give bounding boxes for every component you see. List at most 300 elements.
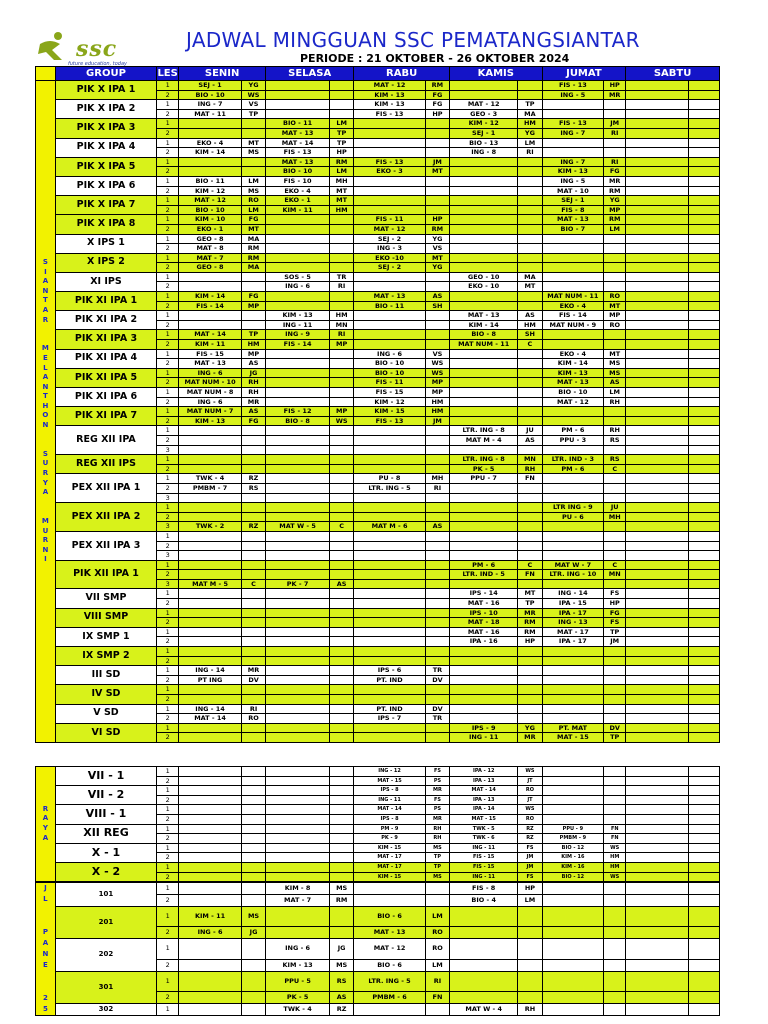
teacher-code-cell (330, 776, 354, 786)
subject-cell: IPA - 13 (450, 776, 518, 786)
column-header-jumat: JUMAT (542, 67, 626, 81)
teacher-code-cell: RZ (241, 474, 265, 484)
subject-cell (179, 570, 242, 580)
teacher-code-cell (689, 776, 720, 786)
subject-cell (266, 378, 330, 388)
subject-cell: ING - 13 (542, 618, 604, 628)
subject-cell: ING - 5 (542, 90, 604, 100)
teacher-code-cell (425, 138, 449, 148)
subject-cell: BIO - 6 (354, 959, 426, 971)
teacher-code-cell: MT (241, 224, 265, 234)
subject-cell: FIS - 14 (266, 340, 330, 350)
teacher-code-cell (689, 685, 720, 695)
teacher-code-cell (241, 805, 265, 815)
teacher-code-cell: MH (425, 474, 449, 484)
subject-cell (626, 263, 689, 273)
schedule-row (36, 531, 720, 541)
subject-cell (179, 157, 242, 167)
subject-cell: BIO - 8 (266, 416, 330, 426)
subject-cell (626, 853, 689, 863)
subject-cell: PT ING (179, 675, 242, 685)
teacher-code-cell (330, 493, 354, 503)
subject-cell (626, 618, 689, 628)
teacher-code-cell: MP (241, 349, 265, 359)
teacher-code-cell: LM (518, 138, 542, 148)
teacher-code-cell (425, 579, 449, 589)
teacher-code-cell: RI (604, 157, 626, 167)
subject-cell (354, 455, 426, 465)
campus-label: J L P A N E 2 5 (36, 883, 56, 1016)
subject-cell (626, 426, 689, 436)
teacher-code-cell (330, 824, 354, 834)
subject-cell (542, 407, 604, 417)
les-number: 1 (157, 388, 179, 398)
les-number: 1 (157, 368, 179, 378)
subject-cell: ING - 6 (266, 939, 330, 959)
les-number: 1 (157, 971, 179, 991)
subject-cell: IPA - 14 (450, 805, 518, 815)
teacher-code-cell (241, 883, 265, 895)
subject-cell (266, 786, 330, 796)
subject-cell: SEJ - 1 (450, 128, 518, 138)
les-number: 1 (157, 531, 179, 541)
teacher-code-cell: VS (241, 100, 265, 110)
subject-cell (626, 560, 689, 570)
teacher-code-cell (689, 224, 720, 234)
teacher-code-cell (330, 541, 354, 551)
subject-cell (626, 805, 689, 815)
subject-cell: LTR. ING - 8 (450, 455, 518, 465)
teacher-code-cell (689, 1004, 720, 1016)
subject-cell: PPU - 9 (542, 824, 604, 834)
subject-cell (626, 493, 689, 503)
les-number: 1 (157, 883, 179, 895)
subject-cell: PT. IND (354, 704, 426, 714)
subject-cell (266, 795, 330, 805)
teacher-code-cell (689, 426, 720, 436)
subject-cell: KIM - 13 (542, 167, 604, 177)
les-number: 2 (157, 320, 179, 330)
teacher-code-cell: RH (518, 1004, 542, 1016)
subject-cell (626, 714, 689, 724)
subject-cell: MAT - 15 (542, 733, 604, 743)
subject-cell: MAT - 11 (179, 109, 242, 119)
subject-cell: BIO - 11 (179, 176, 242, 186)
teacher-code-cell (518, 388, 542, 398)
teacher-code-cell: YG (518, 128, 542, 138)
teacher-code-cell (330, 263, 354, 273)
subject-cell: EKO - 10 (450, 282, 518, 292)
subject-cell: GEO - 8 (179, 234, 242, 244)
teacher-code-cell (518, 407, 542, 417)
teacher-code-cell (330, 349, 354, 359)
teacher-code-cell (604, 685, 626, 695)
subject-cell (542, 1004, 604, 1016)
teacher-code-cell: RM (241, 244, 265, 254)
subject-cell (354, 685, 426, 695)
subject-cell (179, 834, 242, 844)
teacher-code-cell (518, 368, 542, 378)
subject-cell (179, 493, 242, 503)
teacher-code-cell (241, 272, 265, 282)
teacher-code-cell: RI (425, 971, 449, 991)
subject-cell: LTR. ING - 10 (542, 570, 604, 580)
les-number: 2 (157, 483, 179, 493)
subject-cell (266, 301, 330, 311)
subject-cell (266, 234, 330, 244)
teacher-code-cell (241, 618, 265, 628)
teacher-code-cell (330, 388, 354, 398)
schedule-row (36, 81, 720, 91)
teacher-code-cell (689, 714, 720, 724)
subject-cell: ING - 11 (354, 795, 426, 805)
subject-cell (626, 883, 689, 895)
subject-cell: MAT - 14 (179, 714, 242, 724)
subject-cell: MAT - 13 (179, 359, 242, 369)
subject-cell: ING - 6 (179, 368, 242, 378)
teacher-code-cell (241, 853, 265, 863)
teacher-code-cell (330, 234, 354, 244)
teacher-code-cell: WS (518, 805, 542, 815)
schedule-row (36, 647, 720, 657)
teacher-code-cell: C (330, 522, 354, 532)
les-number: 2 (157, 618, 179, 628)
subject-cell (179, 311, 242, 321)
teacher-code-cell: RM (330, 157, 354, 167)
subject-cell (179, 939, 242, 959)
subject-cell (266, 862, 330, 872)
teacher-code-cell (689, 723, 720, 733)
subject-cell: EKO - 1 (266, 196, 330, 206)
subject-cell (450, 675, 518, 685)
subject-cell (179, 320, 242, 330)
teacher-code-cell (518, 445, 542, 455)
teacher-code-cell (604, 695, 626, 705)
teacher-code-cell: RH (241, 378, 265, 388)
teacher-code-cell (604, 767, 626, 777)
subject-cell (354, 589, 426, 599)
teacher-code-cell (241, 119, 265, 129)
subject-cell (266, 551, 330, 561)
teacher-code-cell (241, 426, 265, 436)
subject-cell (626, 907, 689, 927)
subject-cell: FIS - 13 (354, 416, 426, 426)
subject-cell: BIO - 12 (542, 843, 604, 853)
teacher-code-cell (330, 368, 354, 378)
subject-cell (450, 167, 518, 177)
subject-cell (626, 157, 689, 167)
teacher-code-cell: MP (604, 205, 626, 215)
les-number: 2 (157, 675, 179, 685)
les-number: 1 (157, 805, 179, 815)
subject-cell (179, 895, 242, 907)
teacher-code-cell (330, 599, 354, 609)
teacher-code-cell (689, 704, 720, 714)
subject-cell (354, 618, 426, 628)
teacher-code-cell (425, 176, 449, 186)
subject-cell (179, 512, 242, 522)
teacher-code-cell (689, 100, 720, 110)
teacher-code-cell: HM (425, 397, 449, 407)
schedule-row (36, 704, 720, 714)
les-number: 1 (157, 253, 179, 263)
subject-cell: PT. IND (354, 675, 426, 685)
teacher-code-cell (425, 282, 449, 292)
teacher-code-cell (518, 176, 542, 186)
teacher-code-cell: FG (425, 100, 449, 110)
teacher-code-cell: DV (604, 723, 626, 733)
subject-cell (626, 253, 689, 263)
teacher-code-cell (425, 647, 449, 657)
teacher-code-cell: VS (425, 244, 449, 254)
subject-cell (179, 128, 242, 138)
les-number: 1 (157, 1004, 179, 1016)
teacher-code-cell: MP (241, 301, 265, 311)
teacher-code-cell (689, 464, 720, 474)
teacher-code-cell (425, 503, 449, 513)
teacher-code-cell (330, 704, 354, 714)
teacher-code-cell (425, 733, 449, 743)
teacher-code-cell (689, 445, 720, 455)
teacher-code-cell (330, 907, 354, 927)
subject-cell: ING - 11 (266, 320, 330, 330)
subject-cell: MAT - 17 (354, 853, 426, 863)
teacher-code-cell: C (518, 340, 542, 350)
teacher-code-cell (689, 503, 720, 513)
teacher-code-cell (241, 128, 265, 138)
subject-cell (542, 445, 604, 455)
subject-cell: ING - 14 (179, 666, 242, 676)
teacher-code-cell: DV (425, 675, 449, 685)
schedule-row (36, 234, 720, 244)
teacher-code-cell (604, 445, 626, 455)
subject-cell (266, 464, 330, 474)
teacher-code-cell (241, 560, 265, 570)
teacher-code-cell: LM (241, 176, 265, 186)
period-label: PERIODE : 21 OKTOBER - 26 OKTOBER 2024 (300, 52, 570, 65)
group-name: PIK XI IPA 2 (55, 311, 156, 330)
subject-cell (179, 167, 242, 177)
teacher-code-cell: WS (425, 359, 449, 369)
subject-cell (354, 883, 426, 895)
teacher-code-cell (425, 455, 449, 465)
teacher-code-cell (689, 805, 720, 815)
subject-cell: FIS - 8 (450, 883, 518, 895)
teacher-code-cell (604, 263, 626, 273)
subject-cell (354, 493, 426, 503)
subject-cell (626, 939, 689, 959)
subject-cell (626, 435, 689, 445)
teacher-code-cell (330, 445, 354, 455)
subject-cell: MAT - 14 (179, 330, 242, 340)
subject-cell (354, 176, 426, 186)
teacher-code-cell (425, 320, 449, 330)
teacher-code-cell (241, 814, 265, 824)
teacher-code-cell (425, 148, 449, 158)
subject-cell: FIS - 14 (179, 301, 242, 311)
subject-cell: PM - 6 (450, 560, 518, 570)
teacher-code-cell: TR (425, 666, 449, 676)
subject-cell (542, 340, 604, 350)
subject-cell (179, 560, 242, 570)
subject-cell: IPA - 17 (542, 608, 604, 618)
les-number: 1 (157, 119, 179, 129)
subject-cell: BIO - 6 (354, 907, 426, 927)
subject-cell (542, 685, 604, 695)
subject-cell (354, 128, 426, 138)
teacher-code-cell (425, 445, 449, 455)
schedule-table-siantar (35, 66, 720, 743)
teacher-code-cell (604, 704, 626, 714)
les-number: 1 (157, 786, 179, 796)
les-number: 1 (157, 157, 179, 167)
teacher-code-cell: FG (604, 167, 626, 177)
subject-cell: MAT - 13 (542, 215, 604, 225)
logo-tagline: future education, today (68, 61, 127, 67)
teacher-code-cell: DV (425, 704, 449, 714)
les-number: 2 (157, 340, 179, 350)
subject-cell (266, 512, 330, 522)
subject-cell (179, 272, 242, 282)
teacher-code-cell (604, 656, 626, 666)
subject-cell (266, 814, 330, 824)
teacher-code-cell (604, 483, 626, 493)
schedule-row (36, 138, 720, 148)
subject-cell (179, 843, 242, 853)
teacher-code-cell: MT (241, 138, 265, 148)
teacher-code-cell (518, 301, 542, 311)
subject-cell (626, 176, 689, 186)
teacher-code-cell (518, 349, 542, 359)
subject-cell (179, 805, 242, 815)
subject-cell (626, 843, 689, 853)
subject-cell (626, 234, 689, 244)
teacher-code-cell (241, 767, 265, 777)
teacher-code-cell (241, 167, 265, 177)
teacher-code-cell (518, 81, 542, 91)
les-number: 3 (157, 493, 179, 503)
subject-cell (626, 786, 689, 796)
teacher-code-cell (330, 656, 354, 666)
subject-cell (266, 656, 330, 666)
teacher-code-cell (330, 927, 354, 939)
teacher-code-cell (425, 599, 449, 609)
teacher-code-cell (330, 560, 354, 570)
teacher-code-cell (518, 522, 542, 532)
subject-cell (179, 541, 242, 551)
group-name: V SD (55, 704, 156, 723)
teacher-code-cell (604, 675, 626, 685)
teacher-code-cell: MT (330, 186, 354, 196)
subject-cell: KIM - 12 (450, 119, 518, 129)
subject-cell (179, 959, 242, 971)
schedule-row (36, 388, 720, 398)
schedule-row (36, 253, 720, 263)
subject-cell (266, 215, 330, 225)
teacher-code-cell: MR (604, 176, 626, 186)
teacher-code-cell: JG (330, 939, 354, 959)
teacher-code-cell (425, 883, 449, 895)
teacher-code-cell (689, 138, 720, 148)
subject-cell (354, 503, 426, 513)
subject-cell (626, 138, 689, 148)
subject-cell (626, 128, 689, 138)
subject-cell: MAT W - 5 (266, 522, 330, 532)
teacher-code-cell (518, 685, 542, 695)
subject-cell (179, 608, 242, 618)
teacher-code-cell (689, 378, 720, 388)
schedule-row (36, 196, 720, 206)
subject-cell (179, 589, 242, 599)
subject-cell: PK - 5 (450, 464, 518, 474)
subject-cell: ING - 14 (542, 589, 604, 599)
teacher-code-cell (604, 416, 626, 426)
subject-cell (626, 872, 689, 882)
teacher-code-cell: WS (241, 90, 265, 100)
teacher-code-cell (604, 493, 626, 503)
group-name: 301 (55, 971, 156, 1003)
subject-cell (542, 263, 604, 273)
teacher-code-cell: RH (425, 834, 449, 844)
teacher-code-cell: AS (330, 579, 354, 589)
teacher-code-cell (604, 895, 626, 907)
subject-cell: MAT NUM - 9 (542, 320, 604, 330)
teacher-code-cell (689, 853, 720, 863)
subject-cell: KIM - 11 (266, 205, 330, 215)
group-name: 201 (55, 907, 156, 939)
schedule-row (36, 215, 720, 225)
teacher-code-cell (518, 397, 542, 407)
les-number: 1 (157, 862, 179, 872)
teacher-code-cell (241, 647, 265, 657)
subject-cell: MAT - 7 (266, 895, 330, 907)
teacher-code-cell (425, 589, 449, 599)
teacher-code-cell (689, 157, 720, 167)
group-name: PIK XI IPA 3 (55, 330, 156, 349)
teacher-code-cell (604, 474, 626, 484)
teacher-code-cell (604, 340, 626, 350)
subject-cell (542, 959, 604, 971)
subject-cell: ING - 14 (179, 704, 242, 714)
teacher-code-cell: MS (330, 883, 354, 895)
teacher-code-cell: TP (604, 733, 626, 743)
teacher-code-cell: HP (518, 883, 542, 895)
subject-cell (179, 445, 242, 455)
schedule-row (36, 100, 720, 110)
teacher-code-cell: HP (604, 81, 626, 91)
subject-cell: MAT - 12 (179, 196, 242, 206)
teacher-code-cell (689, 599, 720, 609)
teacher-code-cell: WS (604, 872, 626, 882)
teacher-code-cell (330, 627, 354, 637)
subject-cell (354, 599, 426, 609)
subject-cell: BIO - 10 (354, 359, 426, 369)
teacher-code-cell: RO (425, 927, 449, 939)
subject-cell: LTR ING - 9 (542, 503, 604, 513)
teacher-code-cell (330, 397, 354, 407)
schedule-row (36, 157, 720, 167)
subject-cell: IPS - 14 (450, 589, 518, 599)
teacher-code-cell: JG (241, 927, 265, 939)
teacher-code-cell (689, 883, 720, 895)
teacher-code-cell (689, 618, 720, 628)
teacher-code-cell (241, 282, 265, 292)
teacher-code-cell (425, 119, 449, 129)
les-number: 2 (157, 416, 179, 426)
subject-cell: PMBM - 6 (354, 992, 426, 1004)
schedule-row (36, 843, 720, 853)
subject-cell (542, 927, 604, 939)
